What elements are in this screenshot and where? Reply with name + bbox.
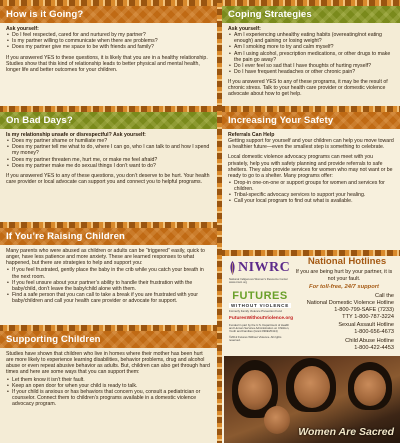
raising-title: If You’re Raising Children bbox=[0, 228, 217, 245]
list-item: • Let them know it isn’t their fault. bbox=[6, 377, 211, 383]
list-item: • Does my partner give me space to be with friends and family? bbox=[6, 44, 211, 50]
bad-days-ask: Is my relationship unsafe or disrespectful? Ask yourself: bbox=[6, 132, 146, 138]
safety-subtitle: Referrals Can Help bbox=[228, 132, 275, 138]
supporting-title: Supporting Children bbox=[0, 331, 217, 348]
coping-paragraph: If you answered YES to any of these programs, it may be the result of chronic stress. Talk to your health care provider or domestic violence advocate about how to get help. bbox=[228, 79, 388, 98]
hotline-line: 1-800-656-4673 bbox=[354, 329, 394, 336]
list-item: • If you feel unsure about your partner’s ability to handle their frustration with the baby/child, don’t leave the baby/child alone with them. bbox=[6, 280, 211, 292]
list-item: • Does my partner tell me what to do, where I can go, who I can talk to and how I spend my money? bbox=[6, 144, 211, 156]
copyright-text: ©2012 Futures Without Violence. All rights reserved. bbox=[229, 334, 282, 343]
list-item: • Am I using alcohol, prescription medications, or other drugs to make the pain go away? bbox=[228, 51, 394, 63]
list-item: • Do I have frequent headaches or other chronic pain? bbox=[228, 69, 394, 75]
photo-figure-face bbox=[294, 366, 330, 408]
bad-days-paragraph: If you answered YES to any of these questions, you don’t deserve to be hurt. Your health care provider or local advocate can support you and connect you to helpful programs. bbox=[6, 172, 210, 185]
photo-figure-face bbox=[264, 406, 290, 434]
safety-paragraph-2: Local domestic violence advocacy programs can meet with you privately, help you with safety planning and provide referrals to safe shelters. They also provide services for women who may not want or be ready to go to a shelter. Many programs offer: bbox=[228, 154, 393, 179]
how-going-panel bbox=[0, 6, 217, 106]
bad-days-title: On Bad Days? bbox=[0, 112, 217, 129]
hotlines-free-support: For toll-free, 24/7 support bbox=[309, 284, 379, 291]
coping-panel bbox=[222, 6, 400, 106]
list-item: • Do I ever feel so sad that I have thoughts of hurting myself? bbox=[228, 63, 394, 69]
futures-tagline: WITHOUT VIOLENCE bbox=[230, 303, 290, 309]
list-item: • Does my partner threaten me, hurt me, or make me feel afraid? bbox=[6, 157, 211, 163]
list-item: • If you feel frustrated, gently place the baby in the crib while you catch your breath in the next room. bbox=[6, 267, 211, 279]
hotline-line: 1-800-422-4453 bbox=[354, 344, 394, 351]
hotlines-panel bbox=[294, 256, 400, 356]
list-item: • Does my partner shame or humiliate me? bbox=[6, 138, 211, 144]
hotline-line: 1-800-799-SAFE (7233) bbox=[334, 306, 394, 313]
raising-panel bbox=[0, 228, 217, 325]
list-item: • Keep an open door for when your child is ready to talk. bbox=[6, 383, 211, 389]
hotline-line: TTY 1-800-787-3224 bbox=[342, 313, 394, 320]
futures-url: FuturesWithoutViolence.org bbox=[229, 315, 294, 321]
hotline-line: Call the bbox=[375, 293, 394, 300]
coping-ask: Ask yourself: bbox=[228, 26, 261, 32]
photo-figure-face bbox=[354, 370, 386, 406]
list-item: • If your child is anxious or has behaviors that concern you, consult a pediatrician or counselor. Connect them to children’s programs available in a domestic violence advocacy program. bbox=[6, 389, 211, 407]
hotlines-intro: If you are being hurt by your partner, it is not your fault. bbox=[295, 269, 393, 282]
list-item: • Does my partner make me do sexual things I don’t want to do? bbox=[6, 163, 211, 169]
feather-icon bbox=[229, 261, 236, 275]
list-item: • Am I smoking more to try and calm myself? bbox=[228, 44, 394, 50]
how-going-ask: Ask yourself: bbox=[6, 26, 39, 32]
niwrc-logo: NIWRC bbox=[238, 260, 291, 275]
list-item: • Is my partner willing to communicate when there are problems? bbox=[6, 38, 211, 44]
formerly-text: Formerly Family Violence Prevention Fund bbox=[229, 309, 282, 314]
photo-caption: Women Are Sacred bbox=[298, 425, 394, 438]
list-item: • Find a safe person that you can call to take a break if you are frustrated with your baby/children and call your health care provider or advocate for support. bbox=[6, 292, 211, 304]
photo-figure-face bbox=[238, 370, 272, 410]
supporting-paragraph: Studies have shown that children who live in homes where their mother has been hurt are more likely to experience learning disabilities, behavior problems, drug and alcohol abuse or even repeat abusive behavior as adults. But, children can also get through hard times and here are some ways that you can support them: bbox=[6, 351, 210, 376]
how-going-title: How is it Going? bbox=[0, 6, 217, 23]
list-item: • Do I feel respected, cared for and nurtured by my partner? bbox=[6, 32, 211, 38]
coping-title: Coping Strategies bbox=[222, 6, 400, 23]
list-item: • Am I experiencing unhealthy eating habits (overeating/not eating enough) and gaining or losing weight? bbox=[228, 32, 394, 44]
futures-wordmark: FUTURES bbox=[232, 290, 288, 303]
funding-text: Funded in part by the U.S. Department of Health and Human Services Administration on Children, Youth and Families (Grant #90EV0414) bbox=[229, 322, 290, 334]
hotline-line: National Domestic Violence Hotline bbox=[306, 299, 394, 306]
hotline-line: Child Abuse Hotline bbox=[345, 337, 394, 344]
safety-paragraph-1: Getting support for yourself and your children can help you move toward a healthier future—even the smallest step is something to celebrate. bbox=[228, 138, 394, 151]
bad-days-panel bbox=[0, 112, 217, 222]
family-photo bbox=[224, 356, 400, 443]
niwrc-subtitle: National Indigenous Women's Resource Center www.niwrc.org bbox=[229, 276, 288, 284]
how-going-paragraph: If you answered YES to these questions, it is likely that you are in a healthy relationship. Studies show that this kind of relationship leads to better physical and mental health, longer life and better outcomes for your children. bbox=[6, 54, 208, 73]
hotlines-title: National Hotlines bbox=[307, 256, 387, 267]
list-item: • Drop-in one-on-one or support groups for women and services for children. bbox=[228, 180, 394, 192]
supporting-panel bbox=[0, 331, 217, 443]
futures-logo bbox=[229, 290, 291, 308]
safety-panel bbox=[222, 112, 400, 250]
hotline-line: Sexual Assault Hotline bbox=[338, 322, 394, 329]
safety-title: Increasing Your Safety bbox=[222, 112, 400, 129]
list-item: • Tribal-specific advocacy services to support your healing. bbox=[228, 192, 394, 198]
list-item: • Call your local program to find out what is available. bbox=[228, 198, 394, 204]
raising-paragraph: Many parents who were abused as children or adults can be “triggered” easily, quick to anger, have less patience and more anxiety. These are learned responses to what happened, but there are strategies to help and support you: bbox=[6, 248, 205, 267]
logo-box bbox=[224, 256, 294, 356]
